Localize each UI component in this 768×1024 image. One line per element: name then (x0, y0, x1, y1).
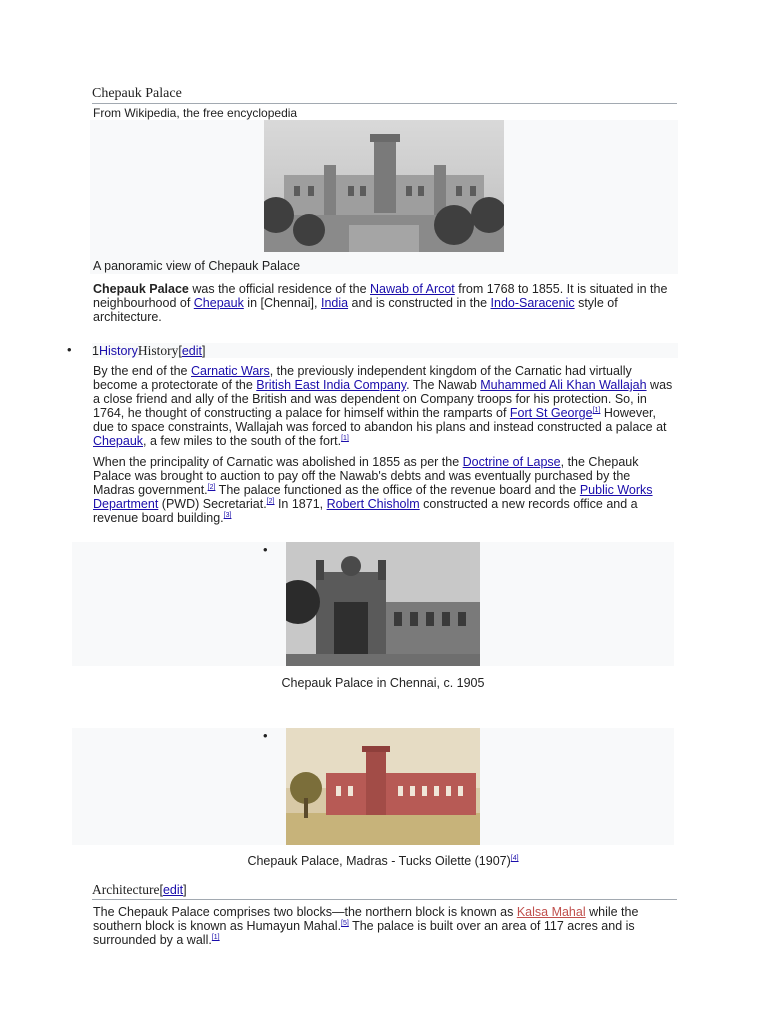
architecture-paragraph (93, 905, 673, 947)
gallery-item-2 (72, 728, 674, 845)
link-chepauk-2[interactable]: Chepauk (93, 434, 144, 448)
text: from 1768 to 1855. It is situated in the neighbourhood of (93, 282, 668, 310)
link-india[interactable]: India (320, 296, 349, 310)
section-number: 1 (92, 344, 99, 358)
text: (PWD) Secretariat. (158, 497, 267, 511)
text: and is constructed in the (348, 296, 491, 310)
bullet: • (67, 342, 72, 357)
link-doctrine-of-lapse[interactable]: Doctrine of Lapse (462, 455, 561, 469)
link-muhammed-ali-khan-wallajah[interactable]: Muhammed Ali Khan Wallajah (480, 378, 647, 392)
intro-paragraph (93, 282, 673, 324)
text: . The Nawab (406, 378, 481, 392)
text: was a close friend and ally of the British and was dependent on Company troops for his protection. So, in 1764, he thought of constructing a palace for himself within the ramparts of (93, 378, 673, 420)
section-title-architecture: Architecture (92, 882, 160, 897)
link-public-works-department[interactable]: Public Works Department (93, 483, 653, 511)
gallery-image-1[interactable] (286, 542, 480, 666)
gallery-item-1 (72, 542, 674, 666)
link-fort-st-george[interactable]: Fort St George (509, 406, 593, 420)
text: , the Chepauk Palace was brought to auction to pay off the Nawab's debts and was eventually purchased by the Madras government. (93, 455, 639, 497)
tagline: From Wikipedia, the free encyclopedia (93, 106, 298, 120)
architecture-section-header (92, 882, 677, 900)
link-indo-saracenic[interactable]: Indo-Saracenic (490, 296, 575, 310)
history-paragraph-1 (93, 364, 673, 448)
gallery-caption-2 (72, 854, 694, 868)
lead-figure (90, 120, 678, 274)
text: The palace is built over an area of 117 acres and is surrounded by a wall. (93, 919, 635, 947)
link-chepauk[interactable]: Chepauk (193, 296, 244, 310)
edit-link-architecture[interactable]: edit (162, 883, 184, 897)
text: However, due to space constraints, Wallajah was forced to abandon his plans and instead constructed a palace at (93, 406, 667, 434)
bracket: ] (183, 883, 187, 897)
text: By the end of the (93, 364, 191, 378)
text: The palace functioned as the office of the revenue board and the (215, 483, 580, 497)
bracket: ] (202, 344, 206, 358)
text: , a few miles to the south of the fort. (143, 434, 342, 448)
edit-link-history[interactable]: edit (181, 344, 202, 358)
lead-caption: A panoramic view of Chepauk Palace (93, 259, 301, 273)
section-title-history: History (137, 343, 179, 358)
text: When the principality of Carnatic was abolished in 1855 as per the (93, 455, 463, 469)
caption-text: Chepauk Palace, Madras - Tucks Oilette (1907) (247, 854, 511, 868)
link-kalsa-mahal[interactable]: Kalsa Mahal (516, 905, 586, 919)
reference-link[interactable]: [2] (266, 497, 275, 505)
history-section-header (67, 342, 678, 358)
text: while the southern block is known as Humayun Mahal. (93, 905, 639, 933)
text: style of architecture. (93, 296, 618, 324)
text: constructed a new records office and a revenue board building. (93, 497, 638, 525)
gallery-image-2[interactable] (286, 728, 480, 845)
text: In 1871, (274, 497, 327, 511)
intro-bold: Chepauk Palace (93, 282, 189, 296)
bracket: [ (178, 344, 182, 358)
link-nawab-of-arcot[interactable]: Nawab of Arcot (370, 282, 455, 296)
text: in [Chennai], (243, 296, 321, 310)
reference-link[interactable]: [4] (510, 854, 519, 862)
bullet: • (263, 728, 268, 743)
bracket: [ (159, 883, 163, 897)
reference-link[interactable]: [5] (341, 919, 349, 927)
page-title: Chepauk Palace (92, 86, 677, 104)
reference-link[interactable]: [3] (223, 511, 232, 519)
lead-image[interactable] (264, 120, 504, 252)
text: , the previously independent kingdom of the Carnatic had virtually become a protectorate of the (93, 364, 632, 392)
bullet: • (263, 542, 268, 557)
text: was the official residence of the (188, 282, 371, 296)
text: The Chepauk Palace comprises two blocks—the northern block is known as (93, 905, 517, 919)
link-british-east-india-company[interactable]: British East India Company (256, 378, 407, 392)
reference-link[interactable]: [1] (211, 933, 220, 941)
reference-link[interactable]: [1] (341, 434, 349, 442)
reference-link[interactable]: [2] (207, 483, 216, 491)
link-robert-chisholm[interactable]: Robert Chisholm (326, 497, 420, 511)
reference-link[interactable]: [1] (592, 406, 601, 414)
link-carnatic-wars[interactable]: Carnatic Wars (191, 364, 270, 378)
history-paragraph-2 (93, 455, 673, 525)
gallery-caption-1: Chepauk Palace in Chennai, c. 1905 (281, 676, 485, 690)
toc-link-history[interactable]: History (98, 344, 138, 358)
